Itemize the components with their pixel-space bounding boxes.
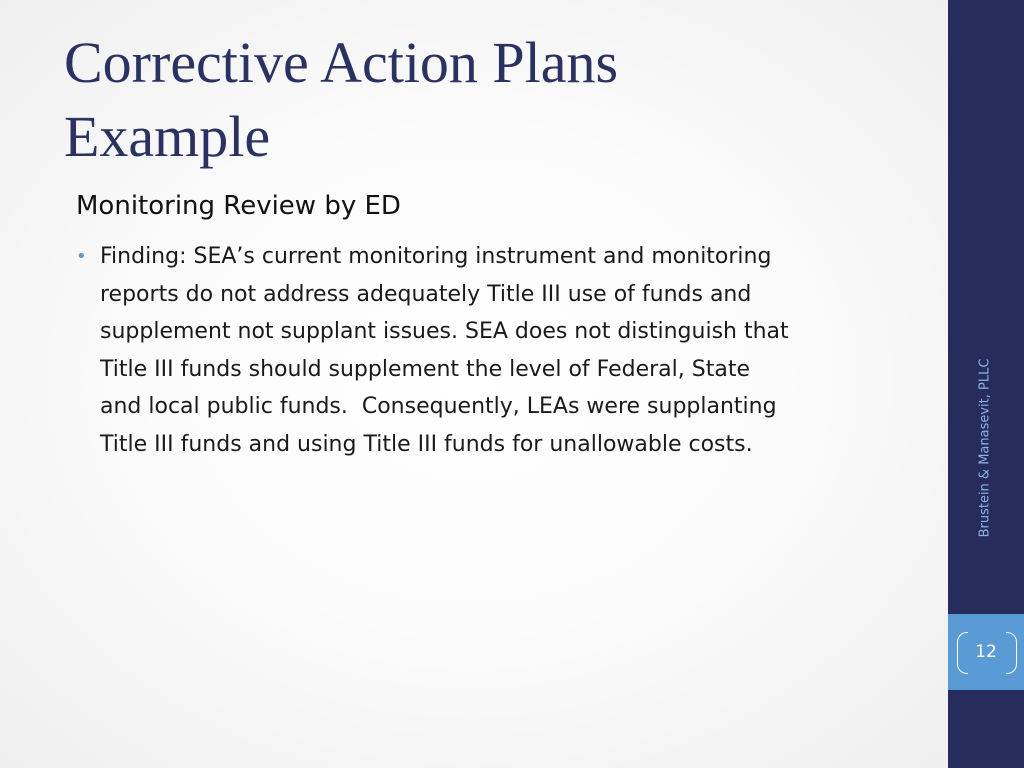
slide-title-line-1: Corrective Action Plans [64,30,619,95]
bullet-line: Title III funds should supplement the level of Federal, State [100,356,750,382]
bullet-line: Finding: SEA’s current monitoring instrument and monitoring [100,244,772,269]
slide-title-line-2: Example [64,104,271,169]
subheading: Monitoring Review by ED [76,191,401,221]
bullet-line: Title III funds and using Title III funds for unallowable costs. [100,431,753,457]
footer-text: Brustein & Manasevit, PLLC [977,358,993,538]
bullet-line: reports do not address adequately Title III use of funds and [100,281,752,307]
bullet-marker: • [76,246,87,267]
page-number: 12 [975,642,997,662]
bullet-item [76,238,906,463]
bullet-line: supplement not supplant issues. SEA does not distinguish that [100,319,789,344]
bullet-text [100,238,906,463]
bullet-line: and local public funds. Consequently, LEAs were supplanting [100,394,777,419]
page-number-box [948,614,1024,690]
bullet-list [76,238,906,463]
slide-title [64,26,924,174]
